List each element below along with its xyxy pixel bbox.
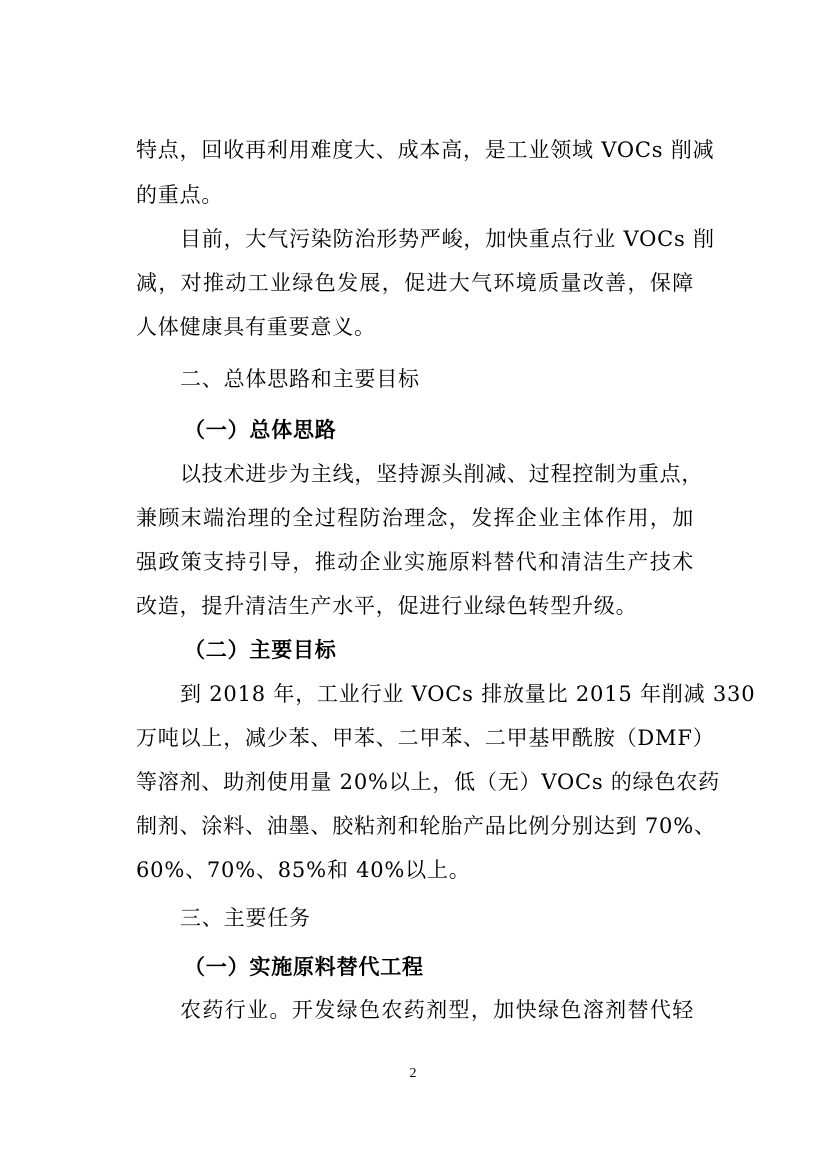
subsection-heading: （二）主要目标 (184, 637, 337, 662)
page-number: 2 (409, 1066, 417, 1081)
text-line: 到 2018 年，工业行业 VOCs 排放量比 2015 年削减 330 (180, 682, 756, 706)
text-line: 强政策支持引导，推动企业实施原料替代和清洁生产技术 (136, 550, 694, 574)
section-heading: 三、主要任务 (180, 906, 311, 930)
subsection-heading: （一）总体思路 (184, 417, 337, 442)
text-line: 特点，回收再利用难度大、成本高，是工业领域 VOCs 削减 (136, 138, 715, 162)
text-line: 等溶剂、助剂使用量 20%以上，低（无）VOCs 的绿色农药 (136, 770, 720, 794)
text-line: 目前，大气污染防治形势严峻，加快重点行业 VOCs 削 (180, 227, 715, 251)
text-line: 的重点。 (136, 183, 224, 207)
subsection-heading: （一）实施原料替代工程 (184, 954, 424, 979)
text-line: 兼顾末端治理的全过程防治理念，发挥企业主体作用，加 (136, 506, 694, 530)
text-line: 农药行业。开发绿色农药剂型，加快绿色溶剂替代轻 (180, 998, 694, 1022)
text-line: 人体健康具有重要意义。 (136, 315, 376, 339)
text-line: 60%、70%、85%和 40%以上。 (136, 858, 471, 882)
text-line: 以技术进步为主线，坚持源头削减、过程控制为重点， (180, 462, 704, 486)
text-line: 万吨以上，减少苯、甲苯、二甲苯、二甲基甲酰胺（DMF） (136, 726, 715, 750)
text-line: 制剂、涂料、油墨、胶粘剂和轮胎产品比例分别达到 70%、 (136, 814, 716, 838)
text-line: 改造，提升清洁生产水平，促进行业绿色转型升级。 (136, 594, 638, 618)
text-line: 减，对推动工业绿色发展，促进大气环境质量改善，保障 (136, 271, 694, 295)
section-heading: 二、总体思路和主要目标 (180, 367, 420, 391)
